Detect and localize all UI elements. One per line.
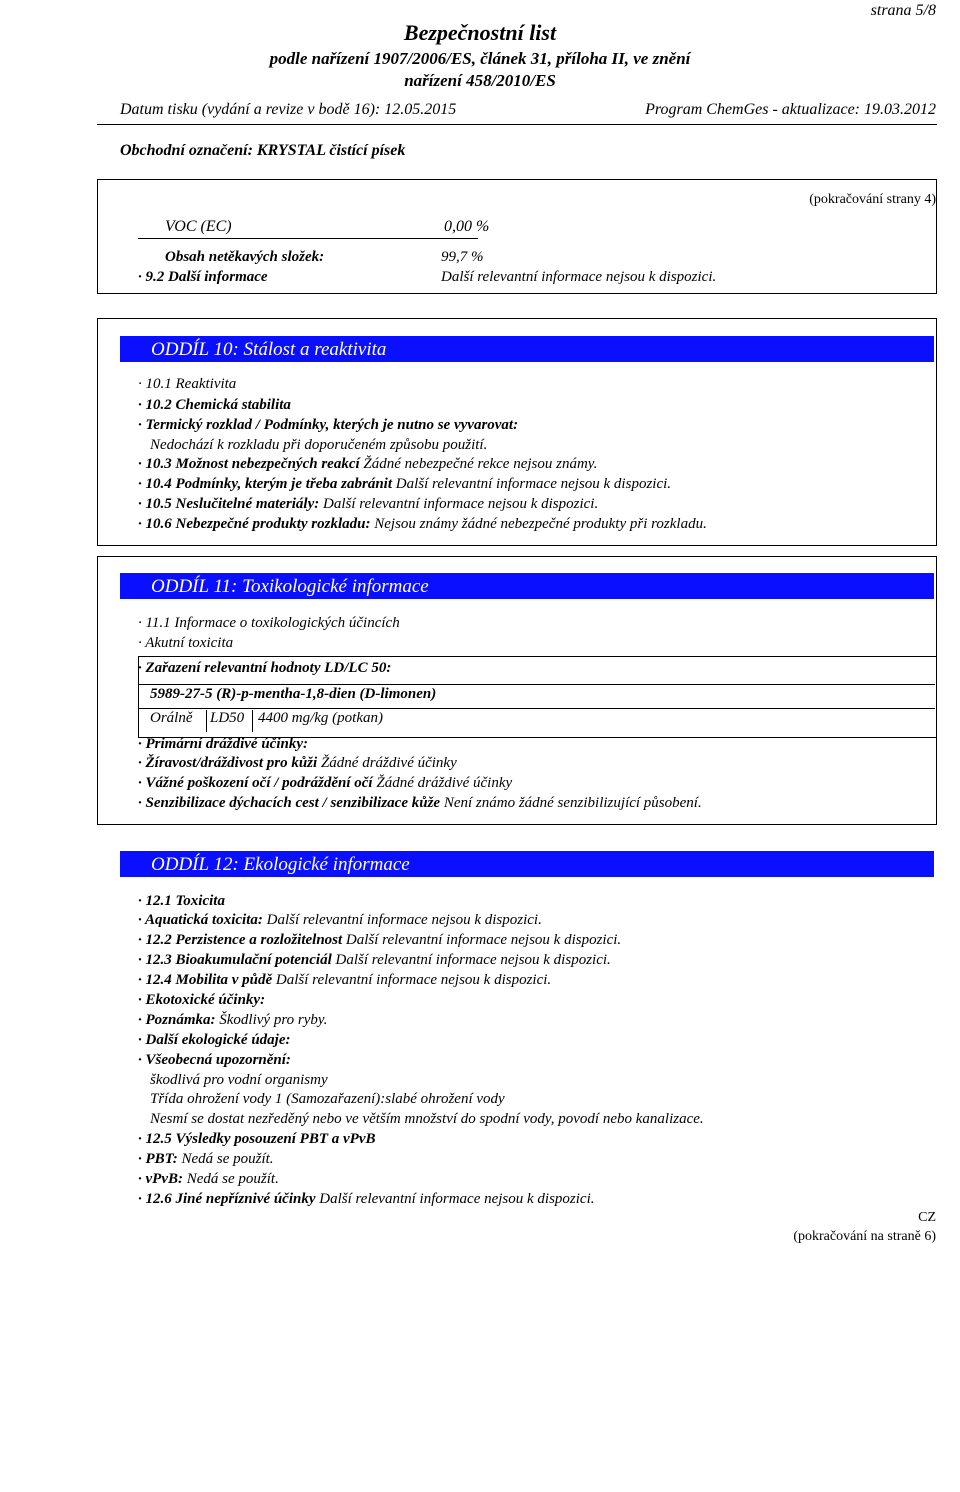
- s12-vpvb-label: · vPvB:: [138, 1171, 183, 1187]
- s12-general-2: Třída ohrožení vody 1 (Samozařazení):slabé ohrožení vody: [150, 1091, 505, 1107]
- s11-sensitisation: [138, 795, 702, 812]
- s10-incompatible: [138, 496, 598, 513]
- s10-thermal: · Termický rozklad / Podmínky, kterých je nutno se vyvarovat:: [138, 417, 519, 433]
- header-divider: [97, 124, 937, 125]
- s12-ecotoxic: · Ekotoxické účinky:: [138, 992, 266, 1008]
- section10-title: ODDÍL 10: Stálost a reaktivita: [120, 336, 934, 362]
- s12-aquatic-label: · Aquatická toxicita:: [138, 912, 263, 928]
- voc-value: 0,00 %: [444, 218, 490, 235]
- language-code: CZ: [918, 1210, 936, 1225]
- s12-general: · Všeobecná upozornění:: [138, 1052, 291, 1068]
- program-info: Program ChemGes - aktualizace: 19.03.2012: [645, 101, 936, 118]
- ld-cell-divider-2: [252, 710, 253, 732]
- s12-bioaccumulation: [138, 952, 611, 969]
- s12-other-effects-label: · 12.6 Jiné nepříznivé účinky: [138, 1191, 316, 1207]
- s10-decomposition-text: Nejsou známy žádné nebezpečné produkty při rozkladu.: [370, 516, 707, 532]
- s10-conditions-label: · 10.4 Podmínky, kterým je třeba zabránit: [138, 476, 393, 492]
- s10-hazardous-reactions-text: Žádné nebezpečné rekce nejsou známy.: [359, 456, 598, 472]
- document-title: Bezpečnostní list: [403, 20, 557, 45]
- s12-mobility-text: Další relevantní informace nejsou k dispozici.: [272, 972, 552, 988]
- s12-other-eco: · Další ekologické údaje:: [138, 1032, 291, 1048]
- other-info-label: · 9.2 Další informace: [138, 269, 268, 285]
- section12-title: ODDÍL 12: Ekologické informace: [120, 851, 934, 877]
- ld-table-divider-1: [138, 684, 935, 685]
- other-info-value: Další relevantní informace nejsou k dispozici.: [441, 269, 717, 285]
- s10-hazardous-reactions: [138, 456, 597, 473]
- s12-persistence-label: · 12.2 Perzistence a rozložitelnost: [138, 932, 343, 948]
- s11-eye: [138, 775, 512, 792]
- ld-heading: · Zařazení relevantní hodnoty LD/LC 50:: [138, 660, 392, 676]
- s10-stability: · 10.2 Chemická stabilita: [138, 397, 291, 413]
- section11-title: ODDÍL 11: Toxikologické informace: [120, 573, 934, 599]
- s12-aquatic: [138, 912, 542, 929]
- s10-thermal-text: Nedochází k rozkladu při doporučeném způsobu použití.: [150, 437, 488, 453]
- s11-sensitisation-label: · Senzibilizace dýchacích cest / senzibilizace kůže: [138, 795, 441, 811]
- voc-label: VOC (EC): [165, 218, 232, 235]
- s12-vpvb: [138, 1171, 279, 1188]
- s12-note: [138, 1012, 327, 1029]
- regulation-line-2: nařízení 458/2010/ES: [404, 71, 556, 90]
- print-date: Datum tisku (vydání a revize v bodě 16): 12.05.2015: [120, 101, 457, 118]
- s11-sensitisation-text: Není známo žádné senzibilizující působení.: [440, 795, 702, 811]
- regulation-line-1: podle nařízení 1907/2006/ES, článek 31, příloha II, ve znění: [269, 49, 691, 68]
- s12-pbt-label: · PBT:: [138, 1151, 178, 1167]
- nonvolatile-value: 99,7 %: [441, 249, 484, 265]
- s12-general-3: Nesmí se dostat nezředěný nebo ve větším množství do spodní vody, povodí nebo kanalizace.: [150, 1111, 704, 1127]
- s10-decomposition-label: · 10.6 Nebezpečné produkty rozkladu:: [138, 516, 371, 532]
- s10-decomposition: [138, 516, 707, 533]
- s12-note-text: Škodlivý pro ryby.: [215, 1012, 328, 1028]
- s11-acute-toxicity: · Akutní toxicita: [138, 635, 234, 651]
- s12-note-label: · Poznámka:: [138, 1012, 216, 1028]
- s11-eye-text: Žádné dráždivé účinky: [372, 775, 513, 791]
- s11-primary-irritant: · Primární dráždivé účinky:: [138, 736, 309, 752]
- s11-toxic-effects: · 11.1 Informace o toxikologických účincích: [138, 615, 400, 631]
- s10-conditions-text: Další relevantní informace nejsou k dispozici.: [392, 476, 672, 492]
- s12-pbt-results: · 12.5 Výsledky posouzení PBT a vPvB: [138, 1131, 376, 1147]
- continuation-to: (pokračování na straně 6): [793, 1229, 936, 1244]
- voc-divider: [138, 238, 478, 239]
- ld-table-divider-2: [138, 708, 935, 709]
- s12-bioaccumulation-text: Další relevantní informace nejsou k dispozici.: [331, 952, 611, 968]
- s12-mobility-label: · 12.4 Mobilita v půdě: [138, 972, 273, 988]
- ld-route: Orálně: [150, 710, 193, 726]
- s12-toxicity: · 12.1 Toxicita: [138, 893, 225, 909]
- ld-cell-divider-1: [206, 710, 207, 732]
- trade-name: Obchodní označení: KRYSTAL čistící písek: [120, 142, 406, 159]
- ld-dose: 4400 mg/kg (potkan): [258, 710, 383, 726]
- s10-incompatible-label: · 10.5 Neslučitelné materiály:: [138, 496, 320, 512]
- s11-skin-text: Žádné dráždivé účinky: [317, 755, 457, 771]
- s12-pbt: [138, 1151, 274, 1168]
- s10-hazardous-reactions-label: · 10.3 Možnost nebezpečných reakcí: [138, 456, 360, 472]
- s12-other-effects-text: Další relevantní informace nejsou k dispozici.: [315, 1191, 595, 1207]
- s12-persistence: [138, 932, 621, 949]
- s11-skin: [138, 755, 457, 772]
- s12-persistence-text: Další relevantní informace nejsou k dispozici.: [342, 932, 622, 948]
- s10-reactivity: · 10.1 Reaktivita: [138, 376, 237, 392]
- s12-mobility: [138, 972, 551, 989]
- s10-conditions: [138, 476, 671, 493]
- nonvolatile-label: Obsah netěkavých složek:: [165, 249, 325, 265]
- ld-substance: 5989-27-5 (R)-p-mentha-1,8-dien (D-limonen): [150, 686, 437, 702]
- ld-type: LD50: [210, 710, 245, 726]
- s12-general-1: škodlivá pro vodní organismy: [150, 1072, 328, 1088]
- page-number: strana 5/8: [870, 2, 936, 19]
- s12-other-effects: [138, 1191, 595, 1208]
- s10-incompatible-text: Další relevantní informace nejsou k dispozici.: [319, 496, 599, 512]
- s11-eye-label: · Vážné poškození očí / podráždění očí: [138, 775, 373, 791]
- s12-aquatic-text: Další relevantní informace nejsou k dispozici.: [262, 912, 542, 928]
- continuation-from: (pokračování strany 4): [809, 192, 936, 207]
- s12-bioaccumulation-label: · 12.3 Bioakumulační potenciál: [138, 952, 332, 968]
- s12-vpvb-text: Nedá se použít.: [182, 1171, 279, 1187]
- s12-pbt-text: Nedá se použít.: [177, 1151, 274, 1167]
- s11-skin-label: · Žíravost/dráždivost pro kůži: [138, 755, 318, 771]
